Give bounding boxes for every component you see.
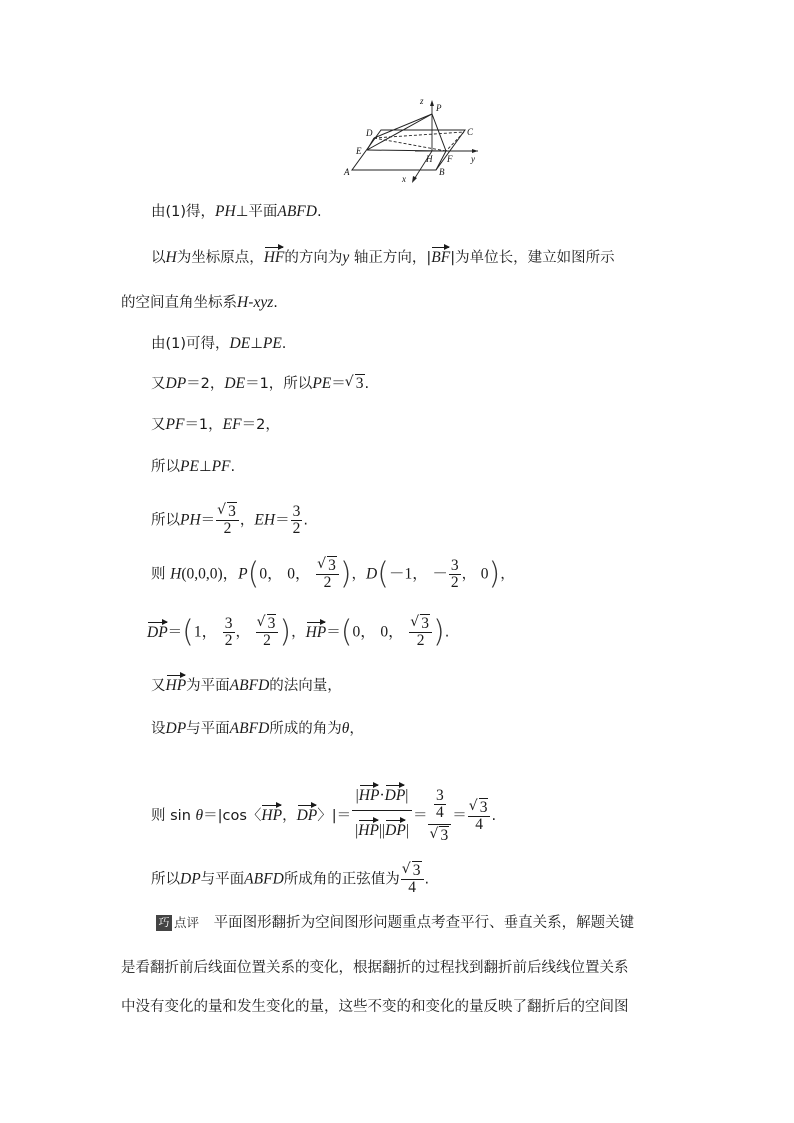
bar: | [355, 821, 359, 839]
denominator: 2 [316, 574, 339, 591]
coord: 0， [352, 623, 376, 641]
comment-line-1 [156, 912, 634, 934]
label-x: x [402, 174, 406, 184]
text: ， [282, 808, 297, 824]
fraction [449, 558, 461, 591]
text: ⊥平面 [235, 204, 278, 220]
denominator: 2 [216, 520, 239, 537]
text: ＝ [275, 512, 290, 529]
text: 则 sin [151, 808, 191, 824]
text: . [364, 376, 370, 392]
text: 所以 [151, 871, 180, 888]
label-H: H [426, 154, 433, 164]
var: PH [215, 203, 236, 220]
label-B: B [439, 167, 445, 177]
vector-HP: HP [306, 619, 327, 641]
paren-close: ) [488, 556, 501, 592]
paren-close: ) [339, 556, 352, 592]
denominator: 2 [450, 574, 459, 591]
numerator: 3 [292, 503, 301, 520]
var: y [342, 249, 350, 266]
line-12 [151, 718, 364, 740]
var: PE [312, 375, 332, 392]
dot: · [379, 786, 385, 804]
edge-PE [367, 114, 432, 150]
vector-HP: HP [261, 802, 282, 824]
label-y: y [471, 154, 475, 164]
radicand: 3 [328, 557, 336, 574]
text: 又 [151, 678, 166, 694]
text: ＝2， [186, 376, 225, 392]
fraction [401, 863, 424, 896]
text: 所以 [151, 512, 180, 529]
edge-PF [432, 114, 446, 151]
text: . [444, 624, 450, 641]
comment-line-2 [121, 957, 629, 979]
var: PH [180, 511, 201, 529]
text: ＝|cos〈 [203, 808, 262, 824]
var: P [238, 565, 248, 583]
denominator: 4 [468, 816, 491, 833]
radicand: 3 [228, 503, 236, 520]
var: DE [229, 335, 251, 352]
bar: || [378, 821, 386, 839]
var: H [165, 249, 177, 266]
line-3 [121, 292, 278, 314]
paren-open: ( [247, 556, 260, 592]
coord: －1， [388, 565, 428, 583]
vector-DP: DP [297, 802, 318, 824]
text: ， [349, 721, 364, 737]
coord: 1， [193, 623, 218, 641]
var: θ [195, 807, 204, 824]
text: 由(1)可得， [151, 336, 230, 352]
text: ＝ [331, 376, 346, 392]
vector-DP: DP [147, 619, 168, 641]
coord: 0 [480, 565, 489, 583]
vector-DP: DP [385, 817, 406, 839]
vector-HF: HF [264, 244, 285, 266]
var: H [170, 565, 182, 583]
label-C: C [467, 127, 474, 137]
text: － [432, 565, 448, 583]
text: ＝1， [184, 417, 223, 433]
line-5 [151, 373, 369, 395]
label-F: F [447, 154, 453, 164]
var: PF [165, 416, 185, 433]
text: 为坐标原点， [176, 250, 264, 266]
label-z: z [420, 96, 424, 106]
var: EF [222, 416, 242, 433]
fraction [409, 616, 432, 649]
text: 〉|＝ [317, 808, 352, 824]
fraction [256, 616, 279, 649]
denominator: 2 [409, 632, 432, 649]
geometry-figure [340, 94, 490, 186]
fraction [434, 788, 446, 821]
coord: 0， [287, 565, 311, 583]
label-P: P [436, 103, 442, 113]
var: PE [180, 458, 199, 475]
var: xyz [253, 294, 274, 311]
line-11 [151, 672, 342, 694]
var: DP [180, 870, 201, 888]
text: ， [239, 512, 255, 529]
line-4 [151, 333, 286, 355]
var: ABFD [244, 870, 284, 888]
var: EH [254, 511, 276, 529]
vector-HP: HP [358, 817, 379, 839]
text: 的方向为 [284, 250, 343, 266]
line-10 [147, 614, 450, 650]
text: ＝ [326, 624, 341, 641]
y-axis-arrow [472, 149, 478, 153]
text: |为单位长，建立如图所示 [450, 250, 615, 266]
text: ， [500, 566, 515, 583]
numerator: 3 [450, 557, 459, 574]
text: 又 [151, 417, 166, 433]
bar: | [355, 786, 359, 804]
line-13 [151, 786, 497, 844]
text: 轴正方向，| [349, 250, 432, 266]
paren-open: ( [377, 556, 389, 592]
radicand: 3 [267, 615, 276, 632]
text: ＝2， [241, 417, 280, 433]
edge-EF [367, 150, 446, 151]
denominator: 2 [256, 632, 279, 649]
bar: | [405, 786, 409, 804]
line-2 [151, 244, 615, 266]
var: θ [341, 720, 350, 737]
line-14 [151, 862, 430, 896]
text: ， [291, 624, 306, 641]
comment-line-3 [121, 996, 629, 1018]
text: ， [351, 566, 367, 583]
text: (0,0,0)， [181, 565, 239, 583]
text: . [273, 295, 278, 311]
text: 则 [151, 566, 166, 583]
text: . [303, 512, 308, 529]
radicand: 3 [440, 827, 449, 844]
comment-label: 点评 [174, 915, 200, 930]
line-8 [151, 503, 308, 537]
fraction [291, 504, 303, 537]
fraction [223, 616, 235, 649]
fraction-big [352, 782, 412, 839]
text: ＝ [200, 512, 216, 529]
radicand: 3 [355, 375, 364, 392]
var: ABFD [277, 203, 317, 220]
var: PE [262, 335, 282, 352]
text: 与平面 [186, 721, 230, 737]
fraction [468, 800, 491, 833]
numerator: 3 [224, 615, 233, 632]
text: ⊥ [198, 459, 212, 475]
edge-DF [374, 138, 446, 151]
coord: 0， [259, 565, 283, 583]
text: 所成角的正弦值为 [283, 871, 400, 888]
vector-HP: HP [166, 672, 187, 694]
text: ＝ [452, 808, 467, 824]
paren-close: ) [432, 614, 445, 650]
comment-text: 是看翻折前后线面位置关系的变化，根据翻折的过程找到翻折前后线线位置关系 [121, 960, 629, 976]
var: DP [165, 375, 187, 392]
numerator: 3 [435, 787, 444, 804]
denominator: 2 [292, 520, 301, 537]
radicand: 3 [479, 798, 488, 816]
comment-text: 中没有变化的量和发生变化的量，这些不变的和变化的量反映了翻折后的空间图 [121, 999, 629, 1015]
text: . [281, 336, 287, 352]
text: 所以 [151, 459, 180, 475]
text: 为平面 [186, 678, 230, 694]
radicand: 3 [421, 615, 429, 632]
text: ＝1，所以 [245, 376, 313, 392]
vector-BF: BF [431, 244, 450, 266]
var: ABFD [229, 720, 270, 737]
label-D: D [366, 128, 373, 138]
text: ⊥ [250, 336, 263, 352]
text: 又 [151, 376, 166, 392]
var: PF [211, 458, 231, 475]
text: . [316, 204, 322, 220]
vector-HP: HP [359, 782, 380, 804]
var: D [366, 565, 378, 583]
coord: 0， [380, 623, 404, 641]
text: . [230, 459, 236, 475]
paren-close: ) [279, 614, 292, 650]
vector-DP: DP [385, 782, 406, 804]
var: DP [165, 720, 187, 737]
bar: | [405, 821, 409, 839]
text: ， [461, 566, 477, 583]
line-1 [151, 201, 322, 223]
line-7 [151, 456, 235, 478]
denominator: 4 [401, 879, 424, 896]
text: - [248, 295, 254, 311]
var: ABFD [229, 677, 270, 694]
text: 的法向量， [269, 678, 342, 694]
text: 的空间直角坐标系 [121, 295, 237, 311]
line-9 [151, 556, 515, 592]
denominator: 2 [224, 632, 233, 649]
denominator: 4 [435, 804, 444, 821]
comment-text: 平面图形翻折为空间图形问题重点考查平行、垂直关系，解题关键 [213, 915, 635, 931]
radicand: 3 [412, 862, 421, 879]
edge-PD [374, 114, 432, 138]
x-axis-arrow [412, 176, 417, 183]
text: 以 [151, 250, 166, 266]
text: ， [235, 624, 251, 641]
z-axis-arrow [430, 100, 434, 106]
text: 设 [151, 721, 166, 737]
fraction [316, 558, 339, 591]
line-6 [151, 414, 280, 436]
label-E: E [356, 146, 362, 156]
text: . [424, 871, 430, 888]
fraction-nested [428, 788, 451, 844]
var: DE [224, 375, 246, 392]
text: ＝ [167, 624, 183, 641]
paren-open: ( [182, 614, 194, 650]
text: ＝ [412, 808, 428, 824]
label-A: A [344, 167, 350, 177]
fraction [216, 504, 239, 537]
text: 与平面 [200, 871, 245, 888]
sqrt [346, 373, 365, 395]
var: H [237, 294, 249, 311]
paren-open: ( [340, 614, 353, 650]
text: 所成的角为 [269, 721, 342, 737]
text: 由(1)得， [151, 204, 216, 220]
text: . [491, 808, 497, 824]
comment-badge: 巧 [156, 915, 172, 931]
